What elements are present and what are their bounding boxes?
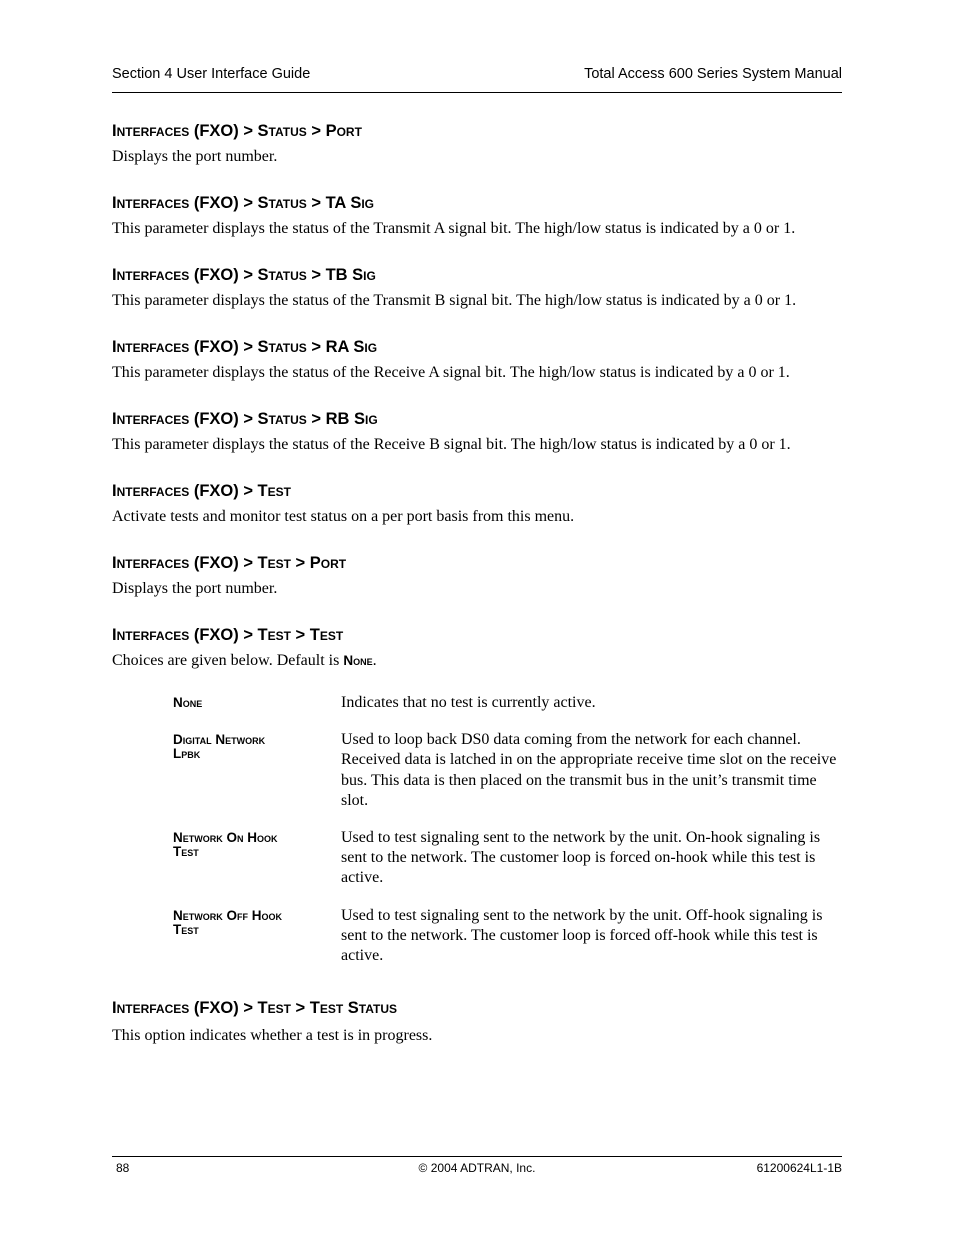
- choice-term: Network Off Hook Test: [173, 907, 282, 937]
- section-text: [112, 651, 847, 671]
- choice-description: Used to test signaling sent to the network by the unit. Off-hook signaling is sent to the network. The customer loop is forced off-hook while this test is active.: [341, 906, 823, 965]
- section-status-ta-sig: [112, 192, 847, 239]
- section-heading: Interfaces (FXO) > Test > Test Status: [112, 999, 397, 1018]
- default-value: None: [343, 653, 373, 668]
- choice-item: [173, 730, 847, 811]
- page-footer: [112, 1156, 842, 1181]
- section-test: [112, 480, 847, 527]
- section-heading: Interfaces (FXO) > Status > TB Sig: [112, 266, 376, 284]
- section-text: This parameter displays the status of the Transmit B signal bit. The high/low status is indicated by a 0 or 1.: [112, 292, 797, 309]
- section-test-port: [112, 552, 847, 599]
- section-heading: Interfaces (FXO) > Test > Test: [112, 626, 344, 644]
- text-prefix: Choices are given below. Default is: [112, 652, 344, 669]
- section-heading: Interfaces (FXO) > Status > Port: [112, 122, 362, 140]
- choice-term: None: [173, 695, 203, 710]
- page-content: [112, 120, 847, 1046]
- choice-item: [173, 828, 847, 889]
- section-text: This option indicates whether a test is in progress.: [112, 1027, 433, 1045]
- text-suffix: .: [372, 652, 377, 669]
- copyright: © 2004 ADTRAN, Inc.: [418, 1161, 536, 1175]
- header-manual-title: Total Access 600 Series System Manual: [584, 66, 842, 82]
- section-text: This parameter displays the status of the Receive A signal bit. The high/low status is indicated by a 0 or 1.: [112, 364, 790, 381]
- section-text: This parameter displays the status of the Transmit A signal bit. The high/low status is indicated by a 0 or 1.: [112, 220, 796, 237]
- section-text: Displays the port number.: [112, 580, 278, 597]
- choice-item: [173, 906, 847, 967]
- choice-description: Used to test signaling sent to the network by the unit. On-hook signaling is sent to the network. The customer loop is forced on-hook while this test is active.: [341, 829, 821, 887]
- section-status-rb-sig: [112, 408, 847, 455]
- section-status-tb-sig: [112, 264, 847, 311]
- choice-item: [173, 693, 847, 713]
- section-test-status: [112, 997, 847, 1046]
- section-text: Activate tests and monitor test status on a per port basis from this menu.: [112, 508, 575, 525]
- section-heading: Interfaces (FXO) > Status > TA Sig: [112, 194, 374, 212]
- section-heading: Interfaces (FXO) > Status > RB Sig: [112, 410, 378, 428]
- document-number: 61200624L1-1B: [756, 1161, 842, 1175]
- header-section-title: Section 4 User Interface Guide: [112, 66, 311, 82]
- section-status-ra-sig: [112, 336, 847, 383]
- section-heading: Interfaces (FXO) > Status > RA Sig: [112, 338, 378, 356]
- choice-description: Indicates that no test is currently active.: [341, 694, 596, 711]
- choice-term: Network On Hook Test: [173, 830, 278, 860]
- choices-list: [173, 693, 847, 966]
- choice-description: Used to loop back DS0 data coming from the network for each channel. Received data is latched in on the appropriate receive time slot on the receive bus. This data is then placed on the transmit bus in the unit’s transmit time slot.: [341, 731, 837, 809]
- section-heading: Interfaces (FXO) > Test > Port: [112, 554, 347, 572]
- section-status-port: [112, 120, 847, 167]
- page-number: 88: [116, 1161, 130, 1175]
- page-header: [112, 66, 842, 93]
- section-test-test: [112, 624, 847, 671]
- section-text: Displays the port number.: [112, 148, 278, 165]
- choice-term: Digital Network Lpbk: [173, 732, 266, 762]
- section-text: This parameter displays the status of the Receive B signal bit. The high/low status is indicated by a 0 or 1.: [112, 436, 791, 453]
- section-heading: Interfaces (FXO) > Test: [112, 482, 291, 500]
